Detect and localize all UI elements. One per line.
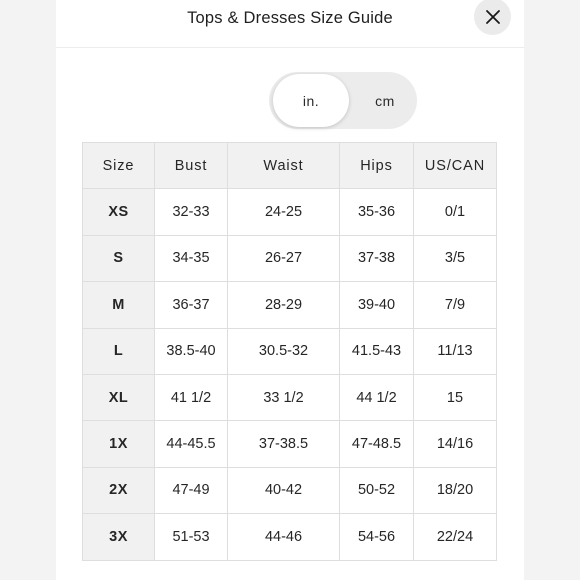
- waist-cell: 26-27: [228, 235, 340, 281]
- size-cell: M: [83, 282, 155, 328]
- table-row: [83, 514, 497, 560]
- size-cell: S: [83, 235, 155, 281]
- bust-cell: 51-53: [155, 514, 228, 560]
- table-row: [83, 235, 497, 281]
- bust-cell: 41 1/2: [155, 374, 228, 420]
- bust-cell: 44-45.5: [155, 421, 228, 467]
- us-can-cell: 18/20: [414, 467, 497, 513]
- us-can-cell: 0/1: [414, 189, 497, 235]
- table-header-row: [83, 143, 497, 189]
- hips-cell: 35-36: [340, 189, 414, 235]
- us-can-cell: 15: [414, 374, 497, 420]
- size-cell: 1X: [83, 421, 155, 467]
- us-can-cell: 14/16: [414, 421, 497, 467]
- waist-cell: 28-29: [228, 282, 340, 328]
- column-header-bust: Bust: [155, 143, 228, 189]
- waist-cell: 30.5-32: [228, 328, 340, 374]
- bust-cell: 47-49: [155, 467, 228, 513]
- us-can-cell: 7/9: [414, 282, 497, 328]
- bust-cell: 36-37: [155, 282, 228, 328]
- waist-cell: 33 1/2: [228, 374, 340, 420]
- table-row: [83, 328, 497, 374]
- hips-cell: 41.5-43: [340, 328, 414, 374]
- bust-cell: 38.5-40: [155, 328, 228, 374]
- waist-cell: 24-25: [228, 189, 340, 235]
- table-row: [83, 467, 497, 513]
- us-can-cell: 11/13: [414, 328, 497, 374]
- bust-cell: 34-35: [155, 235, 228, 281]
- hips-cell: 54-56: [340, 514, 414, 560]
- us-can-cell: 3/5: [414, 235, 497, 281]
- table-row: [83, 374, 497, 420]
- waist-cell: 37-38.5: [228, 421, 340, 467]
- column-header-us-can: US/CAN: [414, 143, 497, 189]
- size-cell: L: [83, 328, 155, 374]
- column-header-hips: Hips: [340, 143, 414, 189]
- unit-option-inches[interactable]: in.: [273, 74, 349, 127]
- modal-header: [56, 0, 524, 48]
- table-row: [83, 421, 497, 467]
- waist-cell: 44-46: [228, 514, 340, 560]
- page-title: Tops & Dresses Size Guide: [187, 9, 393, 27]
- us-can-cell: 22/24: [414, 514, 497, 560]
- unit-option-cm[interactable]: cm: [375, 92, 395, 109]
- size-cell: XL: [83, 374, 155, 420]
- unit-toggle[interactable]: [269, 72, 417, 129]
- hips-cell: 50-52: [340, 467, 414, 513]
- column-header-size: Size: [83, 143, 155, 189]
- size-chart-table: [82, 142, 497, 561]
- hips-cell: 37-38: [340, 235, 414, 281]
- close-icon: [485, 9, 501, 25]
- table-row: [83, 282, 497, 328]
- column-header-waist: Waist: [228, 143, 340, 189]
- hips-cell: 44 1/2: [340, 374, 414, 420]
- hips-cell: 47-48.5: [340, 421, 414, 467]
- bust-cell: 32-33: [155, 189, 228, 235]
- waist-cell: 40-42: [228, 467, 340, 513]
- table-row: [83, 189, 497, 235]
- hips-cell: 39-40: [340, 282, 414, 328]
- size-cell: 3X: [83, 514, 155, 560]
- size-cell: 2X: [83, 467, 155, 513]
- size-cell: XS: [83, 189, 155, 235]
